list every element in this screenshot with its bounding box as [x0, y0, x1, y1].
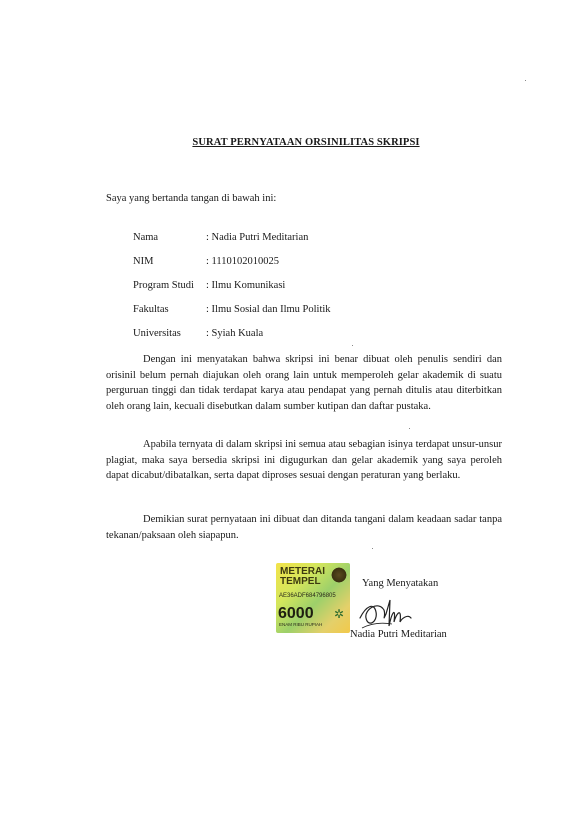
stamp-serial: AE36ADF684796805 — [279, 593, 336, 599]
identity-value: : Ilmu Komunikasi — [206, 279, 286, 291]
stamp-line1: METERAI — [280, 566, 325, 577]
identity-label: Nama — [133, 231, 159, 243]
identity-value: : Syiah Kuala — [206, 327, 264, 339]
garuda-emblem-icon — [331, 567, 347, 587]
stamp-line2: TEMPEL — [280, 576, 321, 587]
identity-label: NIM — [133, 255, 154, 267]
star-emblem-icon: ✲ — [334, 607, 345, 621]
identity-label: Universitas — [133, 327, 181, 339]
identity-label: Program Studi — [133, 279, 194, 291]
signatory-name: Nadia Putri Meditarian — [350, 629, 447, 640]
identity-label: Fakultas — [133, 303, 169, 315]
identity-row-program — [133, 273, 331, 297]
identity-value: : Nadia Putri Meditarian — [206, 231, 309, 243]
scan-speck — [352, 345, 353, 346]
stamp-caption: ENAM RIBU RUPIAH — [279, 622, 323, 627]
scan-speck — [372, 548, 373, 549]
paragraph-closing: Demikian surat pernyataan ini dibuat dan ditanda tangani dalam keadaan sadar tanpa tekanan/paksaan oleh siapapun. — [106, 514, 502, 541]
scan-speck — [525, 80, 526, 81]
scan-speck — [409, 428, 410, 429]
paragraph-declaration: Dengan ini menyatakan bahwa skripsi ini benar dibuat oleh penulis sendiri dan orisinil belum pernah diajukan oleh orang lain untuk memperoleh gelar akademik di suatu perguruan tinggi dan tidak terdapat karya atau pendapat yang pernah ditulis atau diterbitkan oleh orang lain, kecuali disebutkan dalam sumber kutipan dan daftar pustaka. — [106, 354, 502, 412]
identity-row-university — [133, 321, 331, 345]
identity-row-nim — [133, 249, 331, 273]
intro-text: Saya yang bertanda tangan di bawah ini: — [106, 193, 277, 204]
stamp-amount: 6000 — [278, 605, 314, 622]
identity-table — [133, 225, 331, 345]
document-title: SURAT PERNYATAAN ORSINILITAS SKRIPSI — [192, 137, 420, 148]
meterai-stamp — [276, 563, 350, 633]
paragraph-plagiarism: Apabila ternyata di dalam skripsi ini semua atau sebagian isinya terdapat unsur-unsur plagiat, maka saya bersedia skripsi ini digugurkan dan gelar akademik yang saya peroleh dapat dicabut/dibatalkan, serta dapat diproses sesuai dengan peraturan yang berlaku. — [106, 439, 502, 481]
identity-value: : 1110102010025 — [206, 255, 280, 267]
signature-label: Yang Menyatakan — [362, 578, 439, 589]
identity-row-faculty — [133, 297, 331, 321]
identity-value: : Ilmu Sosial dan Ilmu Politik — [206, 303, 331, 315]
identity-row-name — [133, 225, 331, 249]
